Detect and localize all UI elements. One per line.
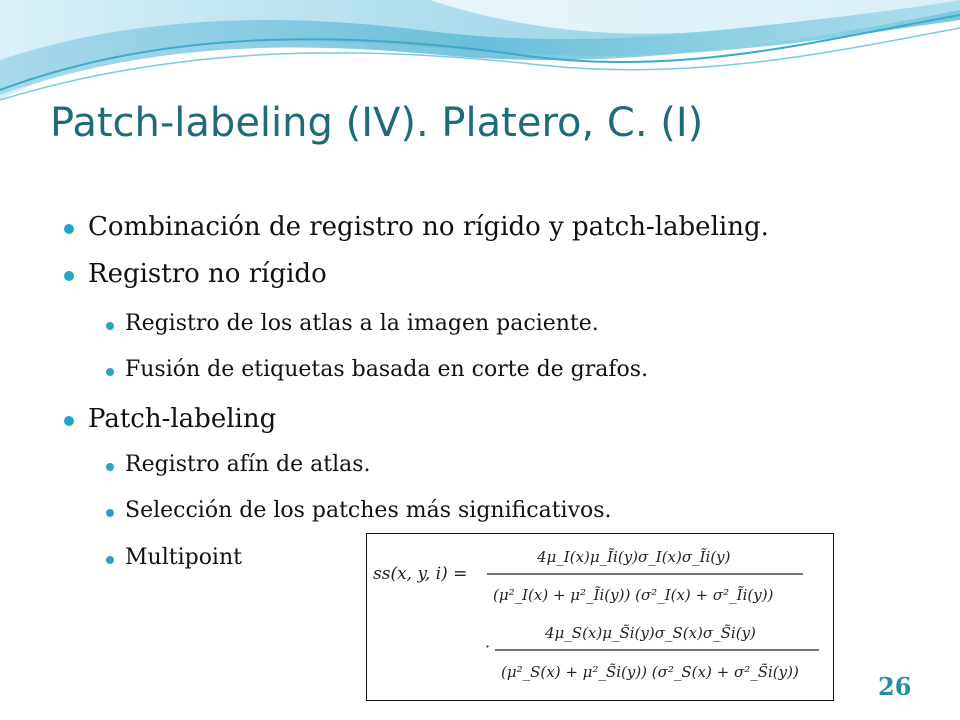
bullet-item: Patch-labeling	[88, 404, 277, 434]
bullet-dot	[64, 224, 74, 234]
sub-bullet-item: Fusión de etiquetas basada en corte de grafos.	[125, 357, 649, 382]
formula-dot: ·	[485, 637, 491, 656]
sub-bullet-item: Selección de los patches más significativos.	[125, 498, 612, 523]
bullet-dot	[64, 416, 74, 426]
sub-bullet-dot	[106, 509, 114, 517]
formula-image	[366, 533, 834, 701]
formula-denominator-1: (μ²_I(x) + μ²_Ĩi(y)) (σ²_I(x) + σ²_Ĩi(y))	[493, 586, 774, 604]
sub-bullet-item: Multipoint	[125, 545, 242, 570]
formula-lhs: ss(x, y, i) =	[373, 564, 468, 584]
sub-bullet-item: Registro afín de atlas.	[125, 452, 371, 477]
sub-bullet-dot	[106, 556, 114, 564]
formula-numerator-2: 4μ_S(x)μ_S̃i(y)σ_S(x)σ_S̃i(y)	[545, 624, 756, 642]
formula-numerator-1: 4μ_I(x)μ_Ĩi(y)σ_I(x)σ_Ĩi(y)	[537, 548, 731, 566]
sub-bullet-dot	[106, 368, 114, 376]
sub-bullet-dot	[106, 463, 114, 471]
bullet-item: Registro no rígido	[88, 259, 327, 289]
page-number: 26	[878, 672, 912, 701]
bullet-dot	[64, 271, 74, 281]
slide-title: Patch-labeling (IV). Platero, C. (I)	[50, 100, 704, 146]
sub-bullet-dot	[106, 322, 114, 330]
sub-bullet-item: Registro de los atlas a la imagen paciente.	[125, 311, 599, 336]
formula-denominator-2: (μ²_S(x) + μ²_S̃i(y)) (σ²_S(x) + σ²_S̃i(y))	[501, 663, 799, 681]
bullet-item: Combinación de registro no rígido y patch-labeling.	[88, 212, 769, 242]
